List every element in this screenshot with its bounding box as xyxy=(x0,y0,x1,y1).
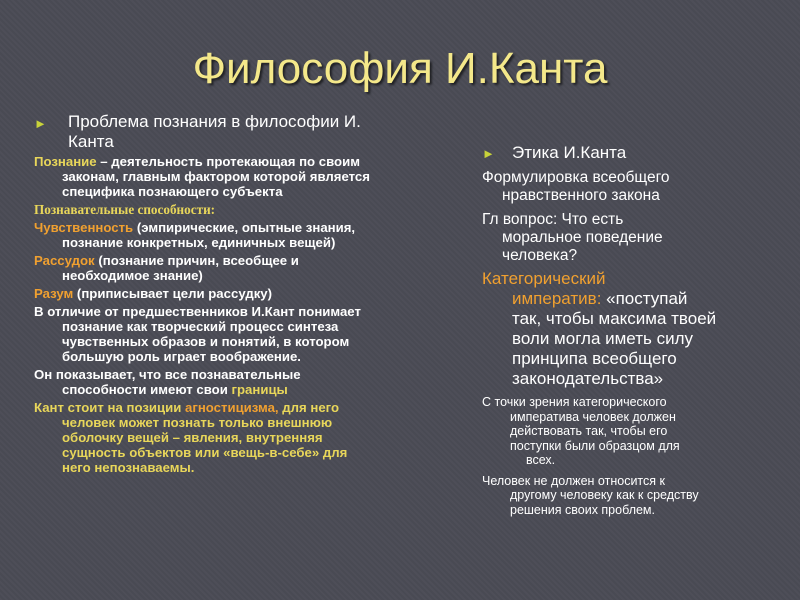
right-column xyxy=(482,142,772,517)
granicy-paragraph: Он показывает, что все познавательные способности имеют свои границы xyxy=(34,367,301,397)
slide-title: Философия И.Канта xyxy=(192,44,608,93)
means-note: Человек не должен относится к другому человеку как к средству решения своих проблем. xyxy=(482,473,699,517)
left-heading-line: Проблема познания в философии И. xyxy=(68,112,361,131)
otlichie-paragraph: В отличие от предшественников И.Кант понимает познание как творческий процесс синтеза чувственных образов и понятий, в котором большую роль играет воображение. xyxy=(34,304,361,364)
formula-paragraph: Формулировка всеобщего нравственного закона xyxy=(482,169,670,204)
razum-paragraph: Разум (приписывает цели рассудку) xyxy=(34,286,273,301)
rass-term: Рассудок xyxy=(34,253,95,268)
razum-term: Разум xyxy=(34,286,74,301)
agnosticism-paragraph: Кант стоит на позиции агностицизма, для него человек может познать только внешнюю оболочку вещей – явления, внутренняя сущность объектов или «вещь-в-себе» для него непознаваемы. xyxy=(34,400,348,475)
imperative-note: С точки зрения категорического императива человек должен действовать так, чтобы его поступки были образцом для всех. xyxy=(482,395,680,467)
chuv-paragraph: Чувственность (эмпирические, опытные знания, познание конкретных, единичных вещей) xyxy=(34,220,356,250)
granicy-term: границы xyxy=(231,382,288,397)
left-heading xyxy=(34,112,459,152)
right-heading: ► Этика И.Канта xyxy=(482,143,627,162)
poznanie-term: Познание xyxy=(34,154,97,169)
chuv-term: Чувственность xyxy=(34,220,134,235)
left-heading-line: Канта xyxy=(68,132,114,151)
rass-paragraph: Рассудок (познание причин, всеобщее и необходимое знание) xyxy=(34,253,299,283)
question-paragraph: Гл вопрос: Что есть моральное поведение человека? xyxy=(482,211,663,264)
left-column xyxy=(34,112,459,475)
triangle-bullet-icon: ► xyxy=(34,116,47,131)
abilities-heading: Познавательные способности: xyxy=(34,202,216,217)
agnosticism-term: агностицизма, xyxy=(185,400,279,415)
poznanie-paragraph: Познание – деятельность протекающая по своим законам, главным фактором которой является специфика познающего субъекта xyxy=(34,154,370,199)
categorical-imperative: Категорический императив: «поступай так, чтобы максима твоей воли могла иметь силу принципа всеобщего законодательства» xyxy=(482,269,717,388)
triangle-bullet-icon: ► xyxy=(482,146,495,161)
